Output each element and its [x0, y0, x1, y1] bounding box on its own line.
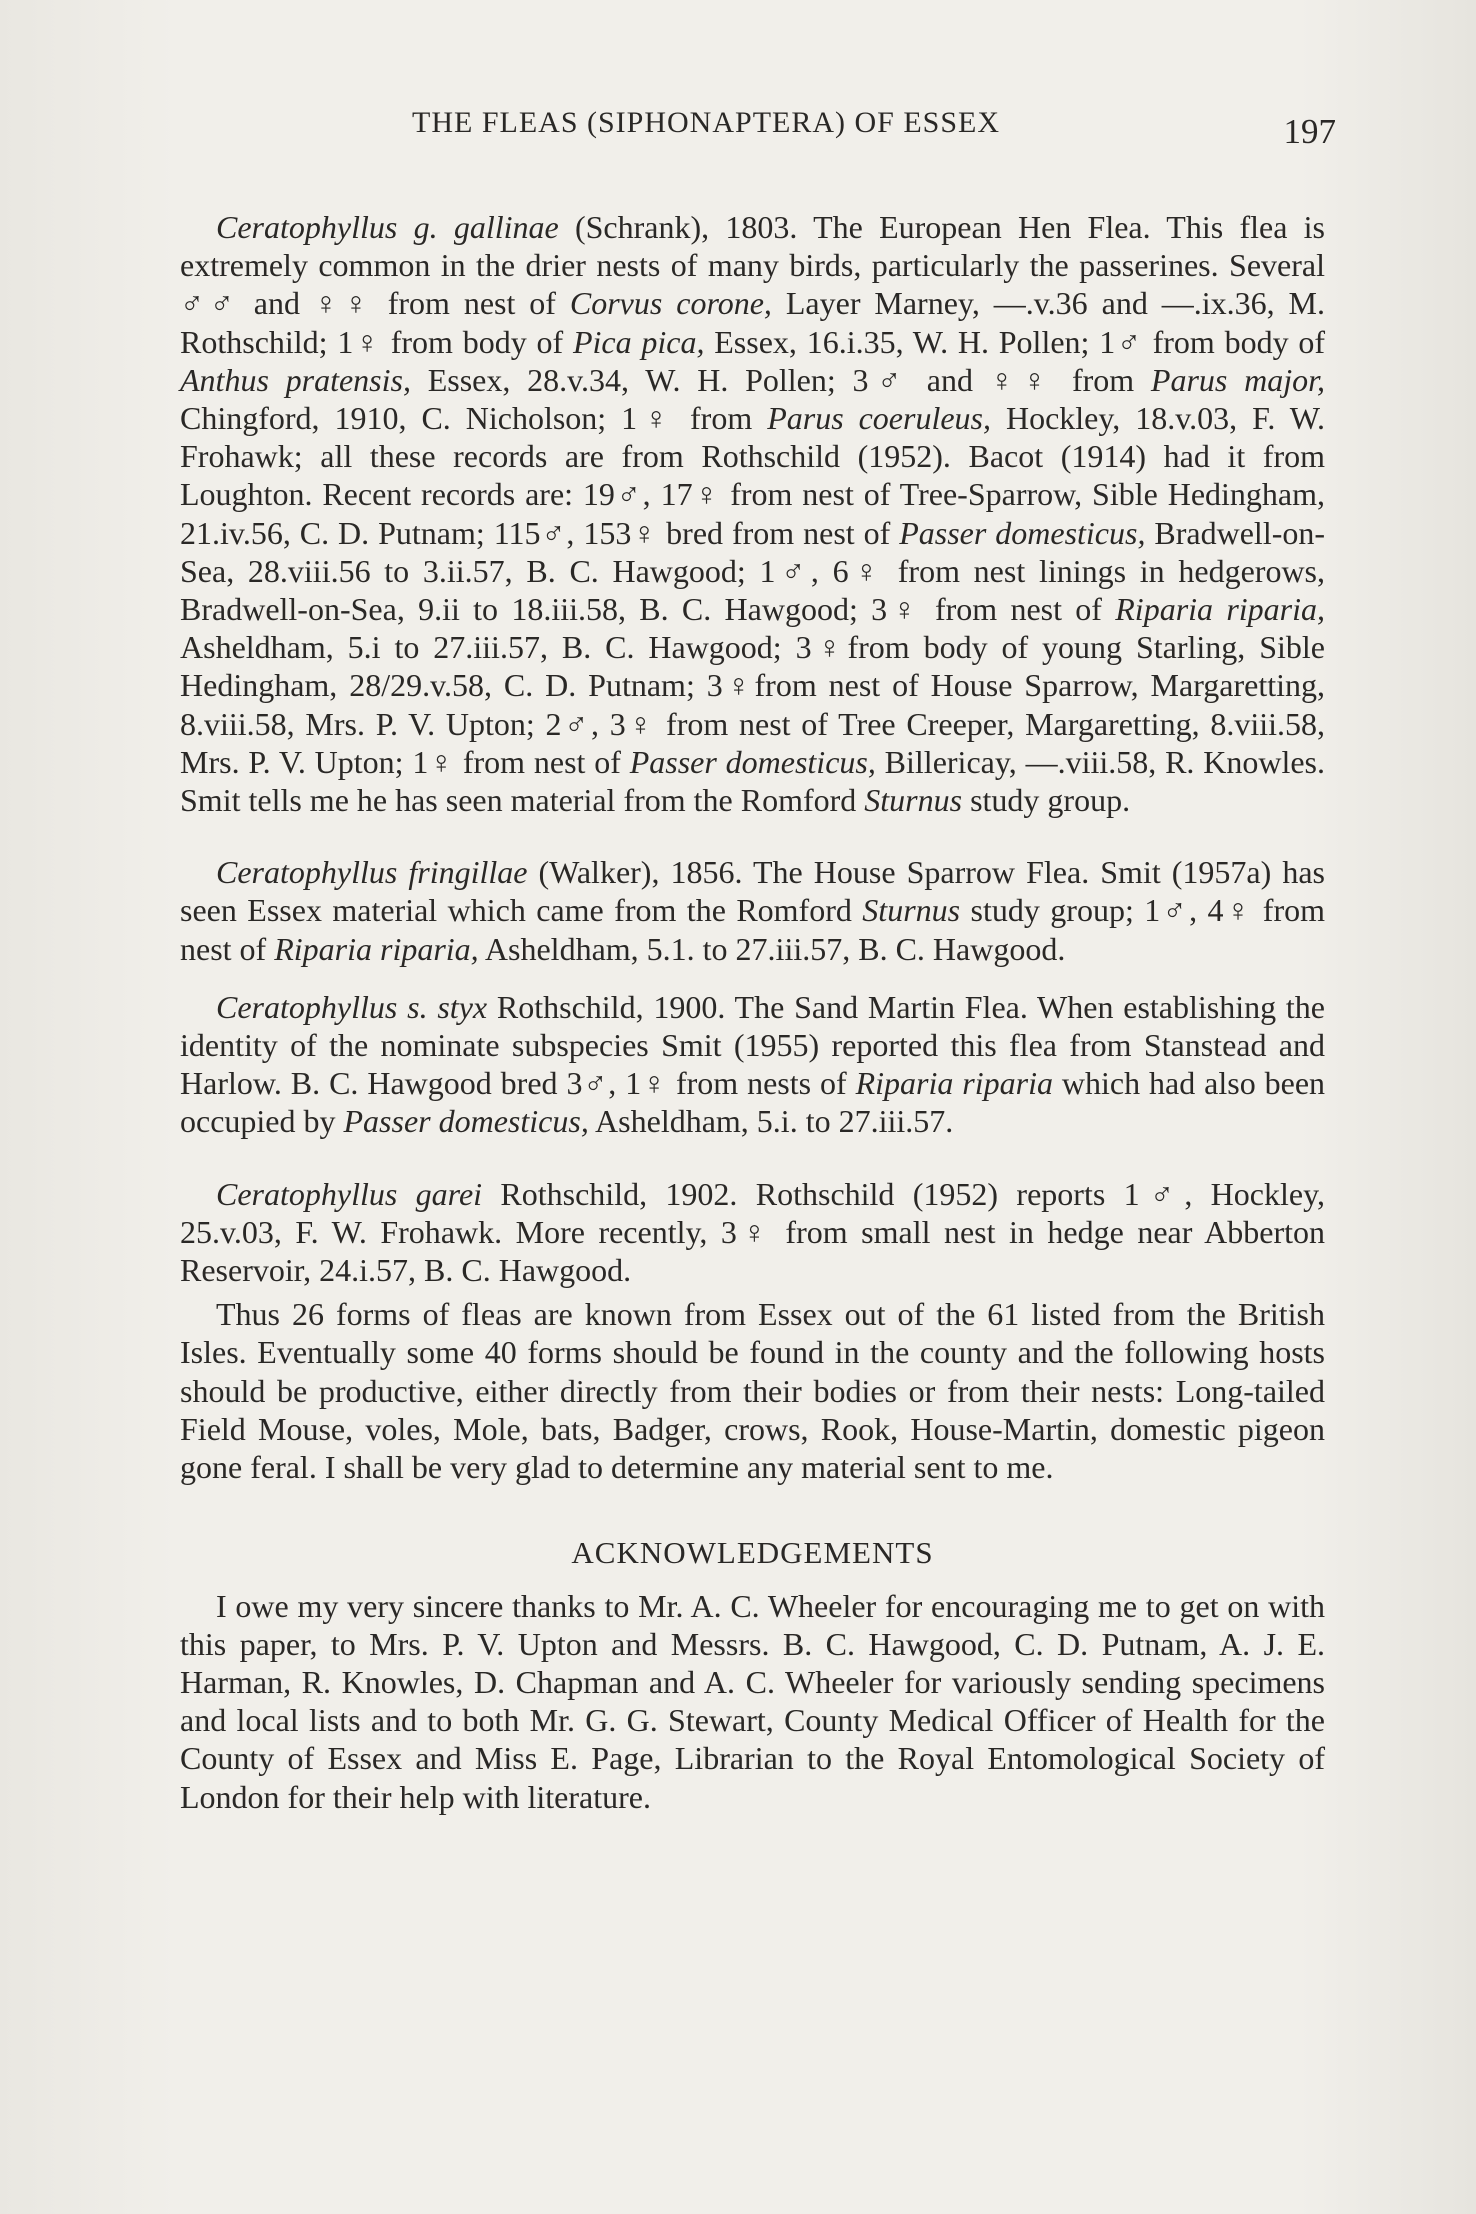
- italic-text-run: Sturnus: [864, 782, 963, 819]
- running-head: [180, 104, 1336, 160]
- text-run: Asheldham, 5.i. to 27.iii.57.: [588, 1103, 954, 1140]
- italic-text-run: Riparia riparia: [855, 1065, 1053, 1102]
- italic-text-run: Ceratophyllus garei: [216, 1175, 483, 1212]
- italic-text-run: Sturnus: [862, 892, 961, 929]
- italic-text-run: Ceratophyllus fringillae: [216, 854, 528, 891]
- text-run: Layer Marney, —.v.36 and —.ix.36, M. Rothschild; 1♀ from body of: [180, 285, 1326, 360]
- text-run: (Schrank), 1803. The European Hen Flea. This flea is extremely common in the drier nests of many birds, particularly the passerines. Several ♂♂ and ♀♀ from nest of: [180, 209, 1326, 322]
- text-run: Asheldham, 5.1. to 27.iii.57, B. C. Hawgood.: [478, 930, 1066, 967]
- italic-text-run: Ceratophyllus s. styx: [216, 988, 488, 1025]
- text-run: Rothschild, 1902. Rothschild (1952) reports 1♂, Hockley, 25.v.03, F. W. Frohawk. More recently, 3♀ from small nest in hedge near Abberton Reservoir, 24.i.57, B. C. Hawgood.: [180, 1175, 1326, 1289]
- paragraph-garei: [180, 1175, 1325, 1290]
- body-text: [180, 208, 1325, 1816]
- italic-text-run: Anthus pratensis,: [180, 361, 411, 398]
- text-run: study group.: [962, 782, 1131, 819]
- paragraph-styx: [180, 988, 1325, 1141]
- italic-text-run: Corvus corone,: [569, 285, 772, 322]
- italic-text-run: Passer domesticus,: [343, 1103, 589, 1140]
- text-run: Chingford, 1910, C. Nicholson; 1♀ from: [180, 400, 768, 437]
- text-run: Hockley, 18.v.03, F. W. Frohawk; all these records are from Rothschild (1952). Bacot (1914) had it from Loughton. Recent records are: 19♂, 17♀ from nest of Tree-Sparrow, Sible Hedingham, 21.iv.56, C. D. Putnam; 115♂, 153♀ bred from nest of: [180, 400, 1326, 551]
- paragraph-gallinae: [180, 208, 1325, 819]
- paragraph-fringillae: [180, 853, 1325, 968]
- italic-text-run: Pica pica,: [572, 323, 705, 360]
- page-number: 197: [1283, 112, 1336, 151]
- text-run: Rothschild, 1900. The Sand Martin Flea. When establishing the identity of the nominate subspecies Smit (1955) reported this flea from Stanstead and Harlow. B. C. Hawgood bred 3♂, 1♀ from nests of: [180, 988, 1326, 1102]
- italic-text-run: Passer domesticus,: [629, 743, 876, 780]
- acknowledgements-heading: ACKNOWLEDGEMENTS: [571, 1535, 934, 1571]
- text-run: which had also been occupied by: [180, 1065, 1326, 1140]
- text-run: Essex, 16.i.35, W. H. Pollen; 1♂ from body of: [704, 323, 1326, 360]
- acknowledgements-paragraph: I owe my very sincere thanks to Mr. A. C. Wheeler for encouraging me to get on with this paper, to Mrs. P. V. Upton and Messrs. B. C. Hawgood, C. D. Putnam, A. J. E. Harman, R. Knowles, D. Chapman and A. C. Wheeler for variously sending specimens and local lists and to both Mr. G. G. Stewart, County Medical Officer of Health for the County of Essex and Miss E. Page, Librarian to the Royal Entomological Society of London for their help with literature.: [180, 1587, 1325, 1815]
- text-run: Essex, 28.v.34, W. H. Pollen; 3♂ and ♀♀ from: [410, 361, 1151, 398]
- text-run: Asheldham, 5.i to 27.iii.57, B. C. Hawgood; 3♀from body of young Starling, Sible Hedingham, 28/29.v.58, C. D. Putnam; 3♀from nest of House Sparrow, Margaretting, 8.viii.58, Mrs. P. V. Upton; 2♂, 3♀ from nest of Tree Creeper, Margaretting, 8.viii.58, Mrs. P. V. Upton; 1♀ from nest of: [180, 629, 1325, 780]
- italic-text-run: Riparia riparia,: [1115, 591, 1326, 628]
- italic-text-run: Parus major,: [1150, 361, 1326, 398]
- text-run: Thus 26 forms of fleas are known from Essex out of the 61 listed from the British Isles. Eventually some 40 forms should be found in the county and the following hosts should be productive, either directly from their bodies or from their nests: Long-tailed Field Mouse, voles, Mole, bats, Badger, crows, Rook, House-Martin, domestic pigeon gone feral. I shall be very glad to determine any material sent to me.: [180, 1296, 1325, 1486]
- text-run: Bradwell-on-Sea, 28.viii.56 to 3.ii.57, B. C. Hawgood; 1♂, 6♀ from nest linings in hedgerows, Bradwell-on-Sea, 9.ii to 18.iii.58, B. C. Hawgood; 3♀ from nest of: [180, 514, 1326, 628]
- text-run: (Walker), 1856. The House Sparrow Flea. Smit (1957a) has seen Essex material which came from the Romford: [180, 854, 1326, 929]
- paragraph-summary: [180, 1295, 1325, 1486]
- running-head-title: THE FLEAS (SIPHONAPTERA) OF ESSEX: [412, 106, 1001, 139]
- text-run: study group; 1♂, 4♀ from nest of: [180, 892, 1326, 967]
- italic-text-run: Passer domesticus,: [899, 514, 1146, 551]
- text-run: Billericay, —.viii.58, R. Knowles. Smit tells me he has seen material from the Romford: [180, 743, 1326, 819]
- italic-text-run: Riparia riparia,: [274, 930, 479, 967]
- italic-text-run: Ceratophyllus g. gallinae: [216, 209, 559, 245]
- italic-text-run: Parus coeruleus,: [767, 400, 992, 437]
